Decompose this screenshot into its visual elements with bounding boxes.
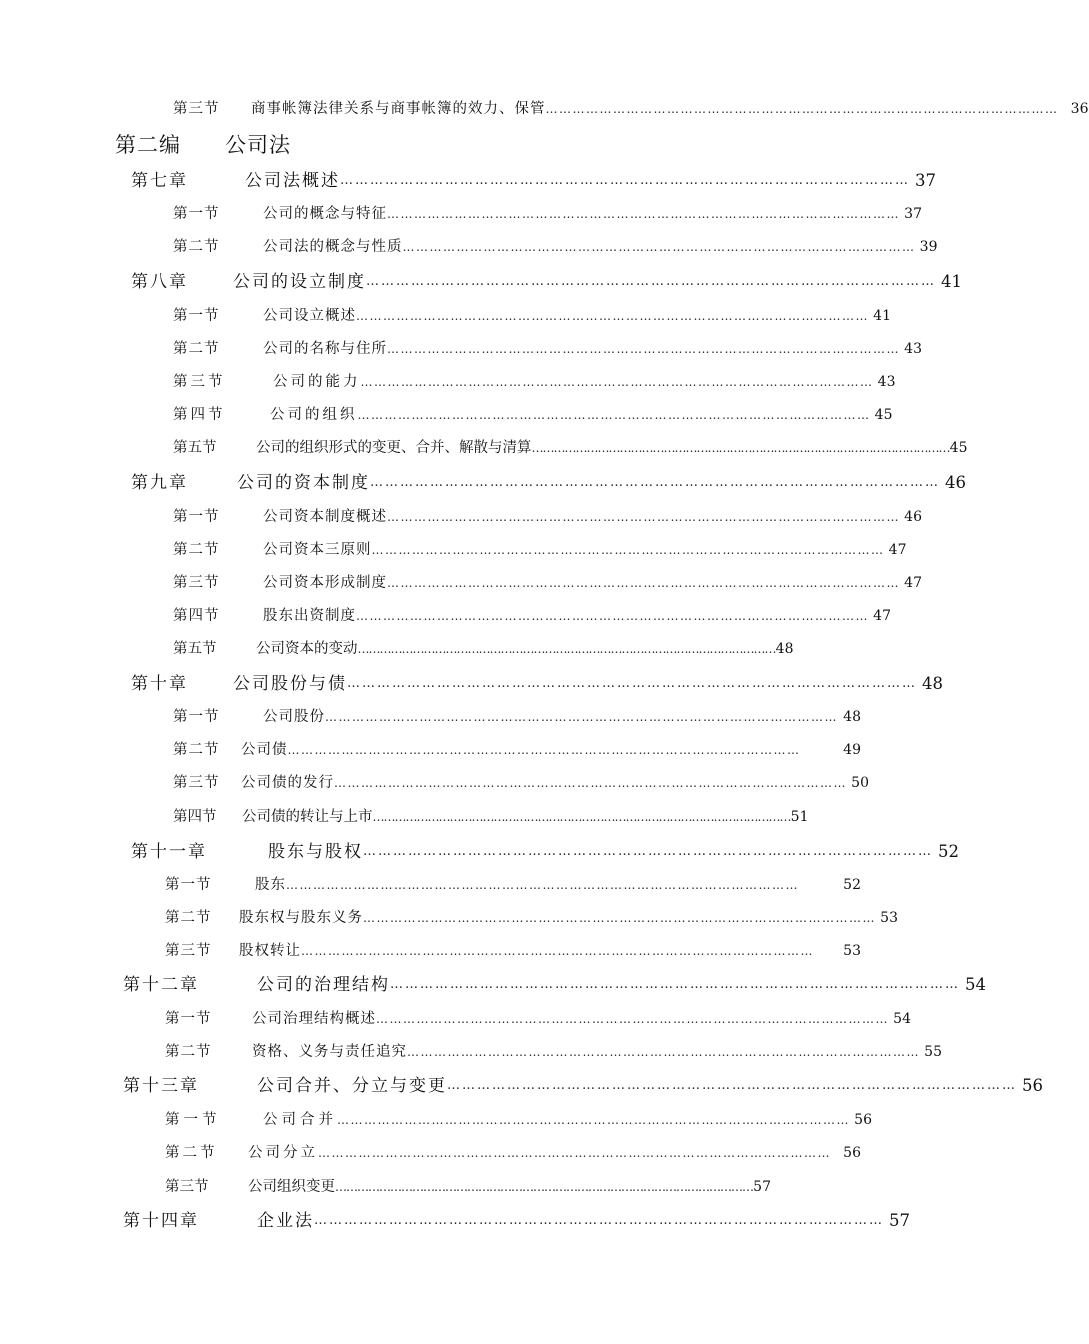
toc-leader-dots: …………………………………………………………………………………………………… [402, 240, 916, 254]
toc-entry-section[interactable] [165, 1009, 911, 1029]
toc-entry-section[interactable] [173, 707, 861, 727]
toc-entry-title: 股权转让 [239, 943, 301, 959]
toc-entry-page: 54 [965, 975, 986, 994]
toc-entry-section[interactable] [173, 237, 938, 257]
toc-entry-title: 公司债 [241, 742, 288, 758]
toc-entry-number: 第十三章 [123, 1076, 199, 1096]
toc-leader-dots: …………………………………………………………………………………………………… [372, 810, 791, 824]
toc-leader-dots: …………………………………………………………………………………………………… [325, 710, 838, 724]
toc-entry-title: 股东 [255, 877, 286, 893]
toc-leader-dots: …………………………………………………………………………………………………… [360, 375, 874, 389]
toc-entry-title: 资格、义务与责任追究 [252, 1044, 407, 1060]
toc-entry-title: 公司的名称与住所 [263, 341, 387, 357]
toc-entry-page: 56 [1022, 1076, 1043, 1095]
toc-leader-dots: …………………………………………………………………………………………………… [314, 1213, 884, 1228]
toc-leader-dots: …………………………………………………………………………………………………… [387, 510, 900, 524]
toc-entry-page: 50 [851, 775, 869, 791]
toc-entry-number: 第二编 [115, 133, 181, 157]
toc-entry-section[interactable] [173, 573, 922, 593]
toc-entry-title: 公司法概述 [245, 171, 340, 191]
toc-entry-section[interactable] [165, 1042, 942, 1062]
toc-entry-number: 第三节 [165, 943, 212, 959]
toc-entry-number: 第三节 [173, 374, 226, 390]
toc-entry-title: 公司股份 [263, 709, 325, 725]
toc-entry-number: 第一节 [165, 877, 212, 893]
toc-entry-number: 第一节 [173, 308, 220, 324]
toc-entry-page: 53 [880, 910, 898, 926]
toc-leader-dots: …………………………………………………………………………………………………… [376, 1012, 889, 1026]
toc-entry-title: 公司资本的变动 [256, 641, 358, 657]
toc-entry-page: 51 [790, 809, 809, 825]
toc-entry-number: 第二节 [173, 341, 220, 357]
toc-leader-dots: …………………………………………………………………………………………………… [370, 475, 940, 490]
toc-leader-dots: …………………………………………………………………………………………………… [337, 1113, 850, 1127]
toc-entry-section[interactable] [173, 740, 861, 760]
toc-leader-dots: …………………………………………………………………………………………………… [390, 977, 960, 992]
toc-entry-number: 第三节 [165, 1179, 209, 1195]
toc-entry-number: 第九章 [131, 473, 188, 493]
toc-entry-title: 公司的组织 [270, 407, 358, 423]
toc-entry-section[interactable] [173, 540, 907, 560]
toc-leader-dots: …………………………………………………………………………………………………… [301, 944, 814, 958]
toc-entry-page: 46 [904, 509, 922, 525]
toc-leader-dots: …………………………………………………………………………………………………… [318, 1146, 831, 1160]
toc-entry-title: 公司的概念与特征 [263, 206, 387, 222]
toc-leader-dots: …………………………………………………………………………………………………… [545, 102, 1059, 116]
toc-entry-title: 公司的资本制度 [237, 473, 370, 493]
toc-entry-title: 公司资本形成制度 [263, 575, 387, 591]
toc-entry-section[interactable] [173, 606, 891, 626]
toc-entry-title: 公司法的概念与性质 [263, 239, 403, 255]
toc-entry-number: 第一节 [165, 1011, 212, 1027]
toc-entry-title: 公司股份与债 [233, 674, 347, 694]
toc-leader-dots: …………………………………………………………………………………………………… [286, 878, 799, 892]
toc-entry-page: 56 [843, 1145, 861, 1161]
toc-entry-section[interactable] [173, 204, 922, 224]
toc-leader-dots: …………………………………………………………………………………………………… [357, 642, 776, 656]
toc-entry-title: 公司合并 [263, 1112, 337, 1128]
toc-leader-dots: …………………………………………………………………………………………………… [387, 342, 900, 356]
toc-entry-number: 第十章 [131, 674, 188, 694]
toc-entry-number: 第二节 [165, 910, 212, 926]
toc-entry-title: 公司设立概述 [263, 308, 356, 324]
toc-entry-title: 商事帐簿法律关系与商事帐簿的效力、保管 [251, 101, 546, 117]
toc-entry-page: 52 [843, 877, 861, 893]
toc-entry-chapter[interactable] [131, 840, 959, 864]
toc-entry-title: 公司债的发行 [241, 775, 334, 791]
toc-entry-page: 43 [904, 341, 922, 357]
toc-entry-chapter[interactable] [131, 270, 962, 294]
toc-leader-dots: …………………………………………………………………………………………………… [447, 1078, 1017, 1093]
toc-entry-number: 第八章 [131, 272, 188, 292]
toc-leader-dots: …………………………………………………………………………………………………… [407, 1045, 920, 1059]
toc-entry-section[interactable] [173, 807, 809, 827]
toc-entry-title: 公司资本三原则 [263, 542, 372, 558]
toc-entry-page: 45 [949, 440, 968, 456]
toc-entry-page: 47 [873, 608, 891, 624]
toc-entry-number: 第五节 [173, 641, 217, 657]
toc-entry-page: 41 [873, 308, 891, 324]
toc-entry-number: 第二节 [173, 742, 220, 758]
toc-entry-title: 公司的治理结构 [257, 975, 390, 995]
toc-entry-title: 股东与股权 [268, 842, 363, 862]
toc-leader-dots: …………………………………………………………………………………………………… [387, 576, 900, 590]
toc-entry-chapter[interactable] [123, 1074, 1043, 1098]
toc-entry-chapter[interactable] [131, 471, 966, 495]
toc-entry-section[interactable] [173, 339, 922, 359]
toc-entry-section[interactable] [173, 773, 869, 793]
toc-entry-section[interactable] [173, 372, 896, 392]
toc-leader-dots: …………………………………………………………………………………………………… [371, 543, 885, 557]
toc-entry-page: 53 [843, 943, 861, 959]
toc-entry-section[interactable] [165, 908, 898, 928]
toc-entry-page: 41 [941, 272, 962, 291]
toc-entry-title: 公司债的转让与上市 [242, 809, 373, 825]
toc-entry-section[interactable] [165, 1143, 861, 1163]
toc-entry-number: 第三节 [173, 775, 220, 791]
toc-entry-section[interactable] [173, 438, 968, 458]
toc-entry-page: 54 [893, 1011, 911, 1027]
toc-entry-section[interactable] [173, 306, 891, 326]
toc-entry-number: 第二节 [165, 1044, 212, 1060]
toc-leader-dots: …………………………………………………………………………………………………… [363, 911, 876, 925]
toc-entry-section[interactable] [165, 941, 861, 961]
toc-leader-dots: …………………………………………………………………………………………………… [366, 274, 936, 289]
toc-entry-title: 公司资本制度概述 [263, 509, 387, 525]
toc-leader-dots: …………………………………………………………………………………………………… [357, 408, 871, 422]
toc-leader-dots: …………………………………………………………………………………………………… [531, 441, 950, 455]
toc-entry-page: 48 [922, 674, 943, 693]
toc-entry-chapter[interactable] [131, 169, 936, 193]
toc-entry-page: 56 [854, 1112, 872, 1128]
toc-leader-dots: …………………………………………………………………………………………………… [287, 743, 801, 757]
toc-entry-page: 36 [1070, 101, 1089, 117]
toc-entry-title: 公司的设立制度 [233, 272, 366, 292]
toc-entry-page: 37 [915, 171, 936, 190]
toc-entry-section[interactable] [173, 507, 922, 527]
toc-entry-page: 46 [945, 473, 966, 492]
toc-entry-section[interactable] [165, 875, 861, 895]
toc-entry-page: 48 [843, 709, 861, 725]
toc-entry-title: 股东权与股东义务 [239, 910, 363, 926]
toc-entry-number: 第五节 [173, 440, 217, 456]
toc-entry-section[interactable] [173, 639, 794, 659]
toc-entry-page: 55 [924, 1044, 942, 1060]
toc-entry-page: 37 [904, 206, 922, 222]
toc-entry-number: 第一节 [173, 206, 220, 222]
toc-entry-number: 第三节 [173, 575, 220, 591]
toc-entry-page: 48 [775, 641, 794, 657]
toc-entry-number: 第二节 [173, 542, 220, 558]
toc-leader-dots: …………………………………………………………………………………………………… [340, 173, 910, 188]
toc-entry-title: 公司治理结构概述 [252, 1011, 376, 1027]
toc-entry-number: 第二节 [165, 1145, 218, 1161]
toc-entry-number: 第二节 [173, 239, 220, 255]
toc-entry-section[interactable] [165, 1110, 872, 1130]
toc-entry-title: 企业法 [257, 1211, 314, 1231]
toc-entry-number: 第四节 [173, 809, 217, 825]
toc-leader-dots: …………………………………………………………………………………………………… [387, 207, 900, 221]
toc-entry-section[interactable] [173, 99, 1089, 119]
toc-entry-number: 第十二章 [123, 975, 199, 995]
toc-entry-number: 第四节 [173, 608, 220, 624]
toc-entry-title: 公司组织变更 [248, 1179, 335, 1195]
toc-entry-number: 第七章 [131, 171, 188, 191]
toc-entry-title: 公司合并、分立与变更 [257, 1076, 447, 1096]
toc-entry-page: 47 [888, 542, 907, 558]
toc-entry-section[interactable] [173, 405, 893, 425]
toc-entry-number: 第一节 [173, 509, 220, 525]
toc-leader-dots: …………………………………………………………………………………………………… [335, 1180, 753, 1194]
toc-entry-chapter[interactable] [131, 672, 943, 696]
toc-entry-chapter[interactable] [123, 1209, 910, 1233]
toc-entry-number: 第四节 [173, 407, 226, 423]
toc-entry-title: 公司的能力 [273, 374, 361, 390]
toc-leader-dots: …………………………………………………………………………………………………… [363, 844, 933, 859]
toc-entry-number: 第三节 [173, 101, 220, 117]
toc-leader-dots: …………………………………………………………………………………………………… [356, 309, 869, 323]
toc-entry-number: 第一节 [173, 709, 220, 725]
toc-entry-page: 57 [753, 1179, 771, 1195]
toc-entry-number: 第一节 [165, 1112, 221, 1128]
toc-entry-chapter[interactable] [123, 973, 986, 997]
toc-entry-number: 第十一章 [131, 842, 207, 862]
toc-entry-number: 第十四章 [123, 1211, 199, 1231]
toc-entry-title: 股东出资制度 [263, 608, 356, 624]
toc-entry-page: 45 [874, 407, 893, 423]
toc-leader-dots: …………………………………………………………………………………………………… [356, 609, 869, 623]
toc-entry-page: 43 [877, 374, 896, 390]
toc-entry-title: 公司法 [225, 133, 291, 157]
toc-entry-section[interactable] [165, 1177, 770, 1197]
toc-entry-page: 57 [889, 1211, 910, 1230]
toc-leader-dots: …………………………………………………………………………………………………… [334, 776, 847, 790]
toc-entry-part[interactable] [115, 131, 415, 159]
toc-entry-page: 47 [904, 575, 922, 591]
toc-entry-title: 公司分立 [248, 1145, 318, 1161]
toc-entry-page: 49 [843, 742, 861, 758]
toc-leader-dots: …………………………………………………………………………………………………… [347, 676, 917, 691]
toc-entry-page: 52 [938, 842, 959, 861]
toc-entry-page: 39 [919, 239, 938, 255]
toc-entry-title: 公司的组织形式的变更、合并、解散与清算 [256, 440, 532, 456]
